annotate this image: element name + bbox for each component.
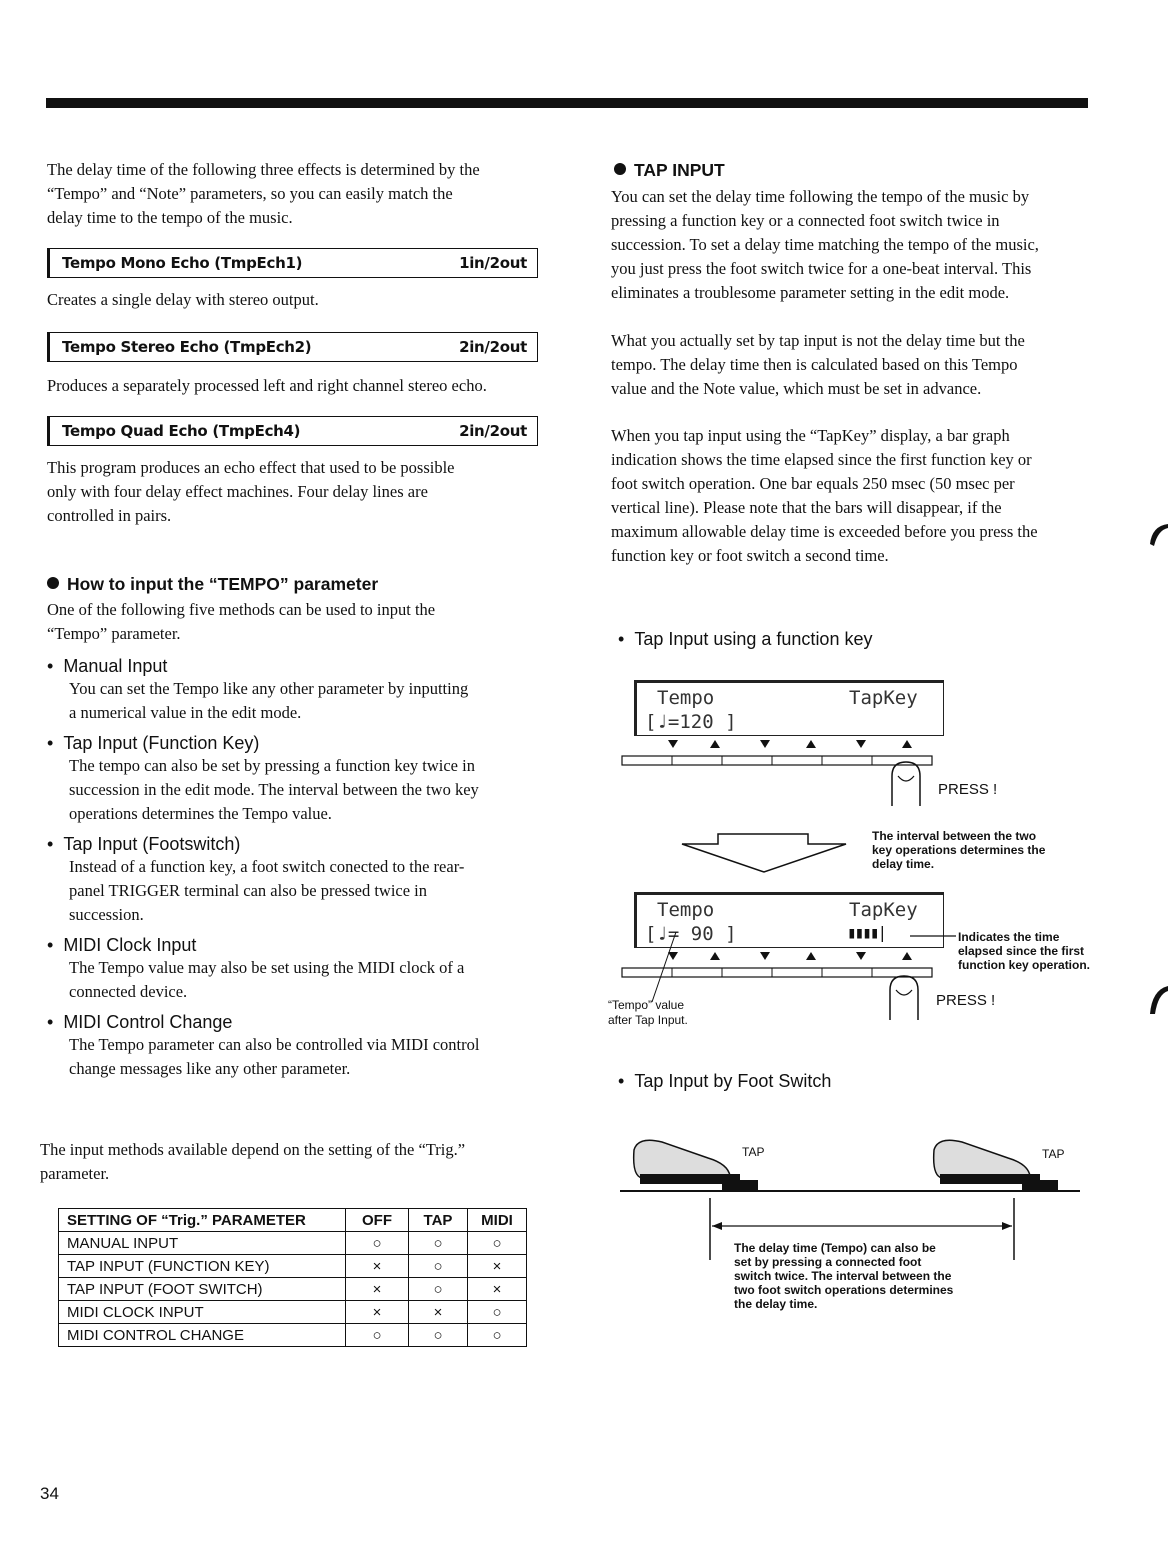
table-header: TAP [409, 1209, 468, 1232]
tap-heading-text: TAP INPUT [634, 160, 725, 180]
effect-desc: Creates a single delay with stereo output. [47, 290, 319, 309]
method-item [47, 935, 567, 1004]
fig1-title: • Tap Input using a function key [618, 629, 872, 650]
method-text: The Tempo parameter can also be controlled via MIDI control change messages like any other parameter. [69, 1035, 480, 1078]
table-cell: × [409, 1301, 468, 1324]
up-arrow-icon [806, 740, 816, 748]
up-arrow-icon [806, 952, 816, 960]
lcd-tempo-value: [♩= 90 ] [645, 923, 737, 945]
bullet-dot [47, 577, 59, 589]
table-cell: ○ [468, 1301, 527, 1324]
table-cell: ○ [409, 1232, 468, 1255]
binding-mark-icon [1146, 982, 1170, 1018]
up-arrow-icon [902, 740, 912, 748]
binding-mark-icon [1146, 520, 1170, 550]
foot-note: The delay time (Tempo) can also be set by pressing a connected foot switch twice. The interval between the two foot switch operations determines the delay time. [734, 1241, 954, 1311]
method-title: • Tap Input (Footswitch) [47, 834, 567, 855]
lcd-bar-graph: ▮▮▮▮| [847, 923, 886, 942]
method-text: The tempo can also be set by pressing a function key twice in succession in the edit mode. The interval between the two key operations determines the Tempo value. [69, 756, 479, 823]
foot-icon [934, 1140, 1058, 1190]
table-cell: TAP INPUT (FOOT SWITCH) [59, 1278, 346, 1301]
table-row [59, 1301, 527, 1324]
table-header: OFF [346, 1209, 409, 1232]
tempo-after-note: “Tempo” value after Tap Input. [608, 998, 688, 1027]
availability-text: The input methods available depend on the setting of the “Trig.” parameter. [40, 1140, 466, 1183]
table-cell: ○ [468, 1324, 527, 1347]
method-title: • Manual Input [47, 656, 567, 677]
method-text: The Tempo value may also be set using the MIDI clock of a connected device. [69, 958, 465, 1001]
method-title: • MIDI Clock Input [47, 935, 567, 956]
table-cell: ○ [409, 1255, 468, 1278]
page-number: 34 [40, 1484, 59, 1503]
table-cell: × [346, 1301, 409, 1324]
lcd-tapkey-label: TapKey [849, 899, 918, 921]
tap-paragraph-1: You can set the delay time following the tempo of the music by pressing a function key or a connected foot switch twice in succession. To set a delay time matching the tempo of the music, you just press the foot switch twice for a one-beat interval. This eliminates a troublesome parameter setting in the edit mode. [611, 187, 1039, 302]
elapsed-note: Indicates the time elapsed since the first function key operation. [958, 930, 1091, 972]
table-header: MIDI [468, 1209, 527, 1232]
lcd-tapkey-label: TapKey [849, 687, 918, 709]
lcd-tempo-label: Tempo [657, 899, 715, 921]
table-cell: MIDI CONTROL CHANGE [59, 1324, 346, 1347]
table-header: SETTING OF “Trig.” PARAMETER [59, 1209, 346, 1232]
up-arrow-icon [710, 952, 720, 960]
table-cell: ○ [409, 1278, 468, 1301]
effect-io: 2in/2out [459, 338, 527, 356]
lcd-tempo-value: [♩=120 ] [645, 711, 737, 733]
table-cell: MIDI CLOCK INPUT [59, 1301, 346, 1324]
tap-paragraph-2: What you actually set by tap input is not the delay time but the tempo. The delay time then is calculated based on this Tempo value and the Note value, which must be set in advance. [611, 331, 1025, 398]
down-arrow-icon [760, 740, 770, 748]
methods-list [47, 656, 567, 1081]
table-cell: × [346, 1255, 409, 1278]
finger-icon [892, 762, 920, 806]
table-row [59, 1255, 527, 1278]
table-cell: MANUAL INPUT [59, 1232, 346, 1255]
table-cell: × [468, 1278, 527, 1301]
method-text: You can set the Tempo like any other parameter by inputting a numerical value in the edit mode. [69, 679, 469, 722]
table-cell: × [468, 1255, 527, 1278]
up-arrow-icon [902, 952, 912, 960]
effect-name: Tempo Quad Echo (TmpEch4) [62, 422, 301, 440]
press-label-1: PRESS ! [938, 781, 998, 798]
table-cell: ○ [346, 1324, 409, 1347]
tap-label-2: TAP [1042, 1147, 1065, 1161]
method-text: Instead of a function key, a foot switch conected to the rear- panel TRIGGER terminal can also be pressed twice in succession. [69, 857, 465, 924]
down-arrow-icon [760, 952, 770, 960]
table-cell: ○ [468, 1232, 527, 1255]
up-arrow-icon [710, 740, 720, 748]
effect-box-tmpech2 [47, 332, 538, 362]
effect-box-tmpech1 [47, 248, 538, 278]
table-header-row [59, 1209, 527, 1232]
table-cell: TAP INPUT (FUNCTION KEY) [59, 1255, 346, 1278]
how-heading [47, 574, 378, 595]
table-cell: ○ [409, 1324, 468, 1347]
effect-io: 2in/2out [459, 422, 527, 440]
press-label-2: PRESS ! [936, 992, 996, 1009]
interval-note: The interval between the two key operations determines the delay time. [872, 829, 1046, 871]
how-intro: One of the following five methods can be used to input the “Tempo” parameter. [47, 600, 436, 643]
effect-io: 1in/2out [459, 254, 527, 272]
down-arrow-icon [856, 740, 866, 748]
tap-heading [614, 160, 725, 181]
down-arrow-icon [668, 952, 678, 960]
method-item [47, 1012, 567, 1081]
tempo-leader [652, 932, 676, 1002]
bullet-dot [614, 163, 626, 175]
effect-name: Tempo Mono Echo (TmpEch1) [62, 254, 303, 272]
table-cell: × [346, 1278, 409, 1301]
tap-label-1: TAP [742, 1145, 765, 1159]
method-item [47, 656, 567, 725]
finger-icon [890, 976, 918, 1020]
lcd-tempo-label: Tempo [657, 687, 715, 709]
trig-table [58, 1208, 527, 1347]
foot-icon [634, 1140, 758, 1190]
table-row [59, 1324, 527, 1347]
arrow-left-icon [712, 1222, 722, 1230]
function-keys-1 [618, 736, 948, 826]
down-arrow-icon [678, 830, 850, 876]
effect-desc: This program produces an echo effect that used to be possible only with four delay effect machines. Four delay lines are controlled in pairs. [47, 458, 455, 525]
method-title: • Tap Input (Function Key) [47, 733, 567, 754]
fig2-title: • Tap Input by Foot Switch [618, 1071, 831, 1092]
method-item [47, 733, 567, 826]
tap-paragraph-3: When you tap input using the “TapKey” display, a bar graph indication shows the time elapsed since the first function key or foot switch operation. One bar equals 250 msec (50 msec per vertical line). Please note that the bars will disappear, if the maximum allowable delay time is exceeded before you press the function key or foot switch a second time. [611, 426, 1038, 565]
intro-paragraph: The delay time of the following three effects is determined by the “Tempo” and “Note” parameters, so you can easily match the delay time to the tempo of the music. [47, 160, 480, 227]
top-rule [46, 98, 1088, 108]
lcd-display-before [634, 680, 944, 736]
down-arrow-icon [668, 740, 678, 748]
effect-name: Tempo Stereo Echo (TmpEch2) [62, 338, 312, 356]
table-row [59, 1278, 527, 1301]
arrow-right-icon [1002, 1222, 1012, 1230]
table-cell: ○ [346, 1232, 409, 1255]
effect-desc: Produces a separately processed left and right channel stereo echo. [47, 376, 487, 395]
how-heading-text: How to input the “TEMPO” parameter [67, 574, 379, 594]
effect-box-tmpech4 [47, 416, 538, 446]
method-item [47, 834, 567, 927]
method-title: • MIDI Control Change [47, 1012, 567, 1033]
down-arrow-icon [856, 952, 866, 960]
table-row [59, 1232, 527, 1255]
